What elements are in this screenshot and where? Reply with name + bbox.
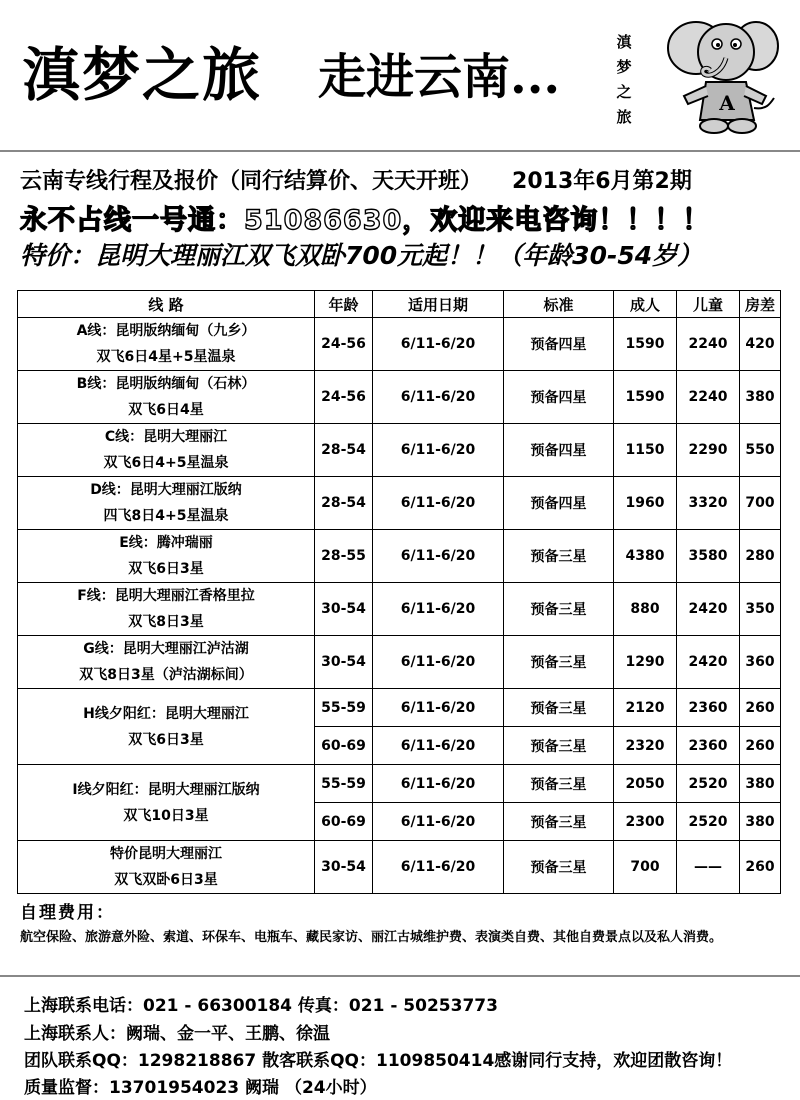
age-cell: 55-59 [315,765,373,803]
room-diff-cell: 260 [740,841,781,894]
column-header-room: 房差 [740,291,781,318]
route-line: 双飞6日4+5星温泉 [103,455,229,471]
vertical-brand-char: 梦 [616,58,632,76]
age-cell: 28-55 [315,530,373,583]
route-line: B线：昆明版纳缅甸（石林） [76,376,256,392]
vertical-brand-char: 滇 [616,33,632,51]
adult-price-cell: 2120 [614,689,677,727]
vertical-brand [612,30,636,130]
age-cell: 30-54 [315,841,373,894]
child-price-cell: 2420 [677,636,740,689]
mascot-letter: A [719,91,735,115]
age-cell: 28-54 [315,477,373,530]
adult-price-cell: 4380 [614,530,677,583]
route-line: G线：昆明大理丽江泸沽湖 [83,641,249,657]
room-diff-cell: 420 [740,318,781,371]
date-cell: 6/11-6/20 [373,371,504,424]
child-price-cell: 2420 [677,583,740,636]
child-price-cell: 2520 [677,765,740,803]
route-line: 双飞8日3星 [128,614,204,630]
date-cell: 6/11-6/20 [373,530,504,583]
route-line: 双飞8日3星（泸沽湖标间） [79,667,253,683]
child-price-cell: 2520 [677,803,740,841]
date-cell: 6/11-6/20 [373,689,504,727]
itinerary-title-line [20,164,692,195]
standard-cell: 预备三星 [504,689,614,727]
notes-title: 自理费用： [20,903,115,923]
vertical-brand-char: 之 [616,83,632,101]
room-diff-cell: 380 [740,803,781,841]
route-line: C线：昆明大理丽江 [104,429,228,445]
slogan: 走进云南... [318,49,561,105]
adult-price-cell: 700 [614,841,677,894]
contact-qq: 团队联系QQ：1298218867 散客联系QQ：1109850414感谢同行支持，欢迎团散咨询！ [24,1051,733,1071]
route-line: I线夕阳红：昆明大理丽江版纳 [72,781,260,798]
route-cell [18,477,315,530]
child-price-cell: —— [677,841,740,894]
self-paid-notes [20,898,790,948]
child-price-cell: 3580 [677,530,740,583]
standard-cell: 预备四星 [504,371,614,424]
adult-price-cell: 1960 [614,477,677,530]
adult-price-cell: 1290 [614,636,677,689]
adult-price-cell: 2300 [614,803,677,841]
column-header-standard: 标准 [504,291,614,318]
child-price-cell: 2290 [677,424,740,477]
contact-persons: 上海联系人：阙瑞、金一平、王鹏、徐温 [24,1024,330,1044]
age-cell: 55-59 [315,689,373,727]
room-diff-cell: 380 [740,371,781,424]
child-price-cell: 2240 [677,318,740,371]
brand-title: 滇梦之旅 [22,41,263,109]
standard-cell: 预备三星 [504,803,614,841]
route-cell [18,318,315,371]
route-line: F线：昆明大理丽江香格里拉 [77,588,255,604]
adult-price-cell: 1150 [614,424,677,477]
column-header-adult: 成人 [614,291,677,318]
table-row [18,424,781,477]
header-banner [0,0,800,152]
child-price-cell: 2360 [677,727,740,765]
room-diff-cell: 260 [740,727,781,765]
column-header-child: 儿童 [677,291,740,318]
standard-cell: 预备四星 [504,318,614,371]
child-price-cell: 3320 [677,477,740,530]
table-row [18,583,781,636]
standard-cell: 预备三星 [504,583,614,636]
age-cell: 24-56 [315,318,373,371]
vertical-brand-char: 旅 [616,108,632,126]
age-cell: 30-54 [315,636,373,689]
adult-price-cell: 880 [614,583,677,636]
age-cell: 28-54 [315,424,373,477]
standard-cell: 预备三星 [504,636,614,689]
route-cell [18,636,315,689]
column-header-age: 年龄 [315,291,373,318]
table-row [18,841,781,894]
route-cell [18,841,315,894]
age-cell: 60-69 [315,803,373,841]
age-cell: 60-69 [315,727,373,765]
contact-footer [0,975,800,1098]
table-row [18,689,781,727]
table-row [18,477,781,530]
route-line: 四飞8日4+5星温泉 [103,508,229,524]
route-line: 双飞6日3星 [128,561,204,577]
elephant-mascot-icon [662,12,782,142]
date-cell: 6/11-6/20 [373,424,504,477]
route-cell [18,583,315,636]
table-row [18,765,781,803]
room-diff-cell: 550 [740,424,781,477]
contact-phone: 上海联系电话：021 - 66300184 传真：021 - 50253773 [24,996,498,1016]
adult-price-cell: 1590 [614,371,677,424]
route-cell [18,371,315,424]
date-cell: 6/11-6/20 [373,318,504,371]
date-cell: 6/11-6/20 [373,583,504,636]
route-line: 双飞双卧6日3星 [114,872,218,888]
date-cell: 6/11-6/20 [373,636,504,689]
room-diff-cell: 360 [740,636,781,689]
date-cell: 6/11-6/20 [373,803,504,841]
route-cell [18,424,315,477]
room-diff-cell: 260 [740,689,781,727]
itinerary-title: 云南专线行程及报价（同行结算价、天天开班） [20,169,483,194]
route-line: A线：昆明版纳缅甸（九乡） [76,323,256,339]
standard-cell: 预备四星 [504,477,614,530]
standard-cell: 预备三星 [504,841,614,894]
quality-supervision: 质量监督：13701954023 阙瑞 （24小时） [24,1078,377,1098]
adult-price-cell: 2320 [614,727,677,765]
standard-cell: 预备三星 [504,530,614,583]
room-diff-cell: 700 [740,477,781,530]
table-header-row [18,291,781,318]
date-cell: 6/11-6/20 [373,477,504,530]
adult-price-cell: 1590 [614,318,677,371]
standard-cell: 预备三星 [504,727,614,765]
child-price-cell: 2240 [677,371,740,424]
special-offer-text: 特价：昆明大理丽江双飞双卧700元起！！（年龄30-54岁） [20,241,703,270]
room-diff-cell: 350 [740,583,781,636]
route-cell [18,765,315,841]
table-row [18,636,781,689]
table-row [18,318,781,371]
route-line: 双飞6日3星 [128,731,204,748]
price-table [17,290,781,894]
route-line: 双飞6日4星+5星温泉 [96,349,236,365]
age-cell: 24-56 [315,371,373,424]
issue-label: 2013年6月第2期 [512,169,692,194]
date-cell: 6/11-6/20 [373,765,504,803]
standard-cell: 预备三星 [504,765,614,803]
column-header-date: 适用日期 [373,291,504,318]
adult-price-cell: 2050 [614,765,677,803]
route-line: H线夕阳红：昆明大理丽江 [83,705,249,722]
route-line: 特价昆明大理丽江 [110,846,222,862]
child-price-cell: 2360 [677,689,740,727]
route-line: 双飞10日3星 [123,807,209,824]
route-cell [18,530,315,583]
room-diff-cell: 380 [740,765,781,803]
table-row [18,530,781,583]
date-cell: 6/11-6/20 [373,727,504,765]
age-cell: 30-54 [315,583,373,636]
route-line: 双飞6日4星 [128,402,204,418]
table-row [18,371,781,424]
notes-body: 航空保险、旅游意外险、索道、环保车、电瓶车、藏民家访、丽江古城维护费、表演类自费、其他自费景点以及私人消费。 [20,930,723,945]
hotline-text: 永不占线一号通：51086630，欢迎来电咨询！！！！ [20,205,711,236]
route-cell [18,689,315,765]
standard-cell: 预备四星 [504,424,614,477]
date-cell: 6/11-6/20 [373,841,504,894]
room-diff-cell: 280 [740,530,781,583]
route-line: E线：腾冲瑞丽 [119,535,213,551]
column-header-route: 线 路 [18,291,315,318]
route-line: D线：昆明大理丽江版纳 [90,482,242,498]
